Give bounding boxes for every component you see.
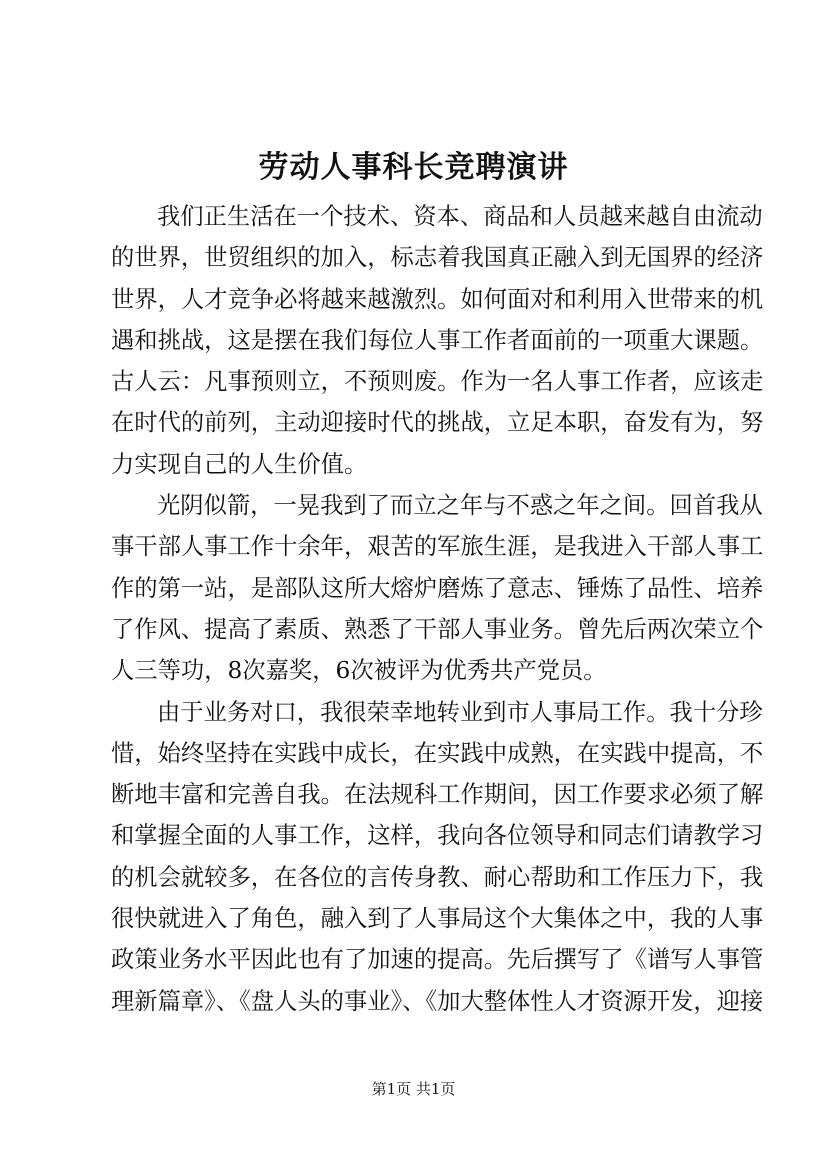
body-line: 和掌握全面的人事工作，这样，我向各位领导和同志们请教学习: [111, 822, 764, 850]
body-line: 古人云：凡事预则立，不预则废。作为一名人事工作者，应该走: [111, 368, 764, 396]
body-line: 人三等功，8次嘉奖，6次被评为优秀共产党员。: [111, 657, 607, 685]
body-line: 由于业务对口，我很荣幸地转业到市人事局工作。我十分珍: [157, 698, 763, 726]
body-line: 力实现自己的人生价值。: [111, 450, 368, 478]
body-line: 我们正生活在一个技术、资本、商品和人员越来越自由流动: [157, 203, 763, 230]
body-line: 的机会就较多，在各位的言传身教、耐心帮助和工作压力下，我: [111, 863, 764, 891]
body-line: 遇和挑战，这是摆在我们每位人事工作者面前的一项重大课题。: [111, 326, 764, 354]
body-line: 很快就进入了角色，融入到了人事局这个大集体之中，我的人事: [111, 905, 764, 933]
page-number-footer: 第1页 共1页: [371, 1080, 456, 1098]
document-body: [111, 196, 764, 1022]
body-line: 了作风、提高了素质、熟悉了干部人事业务。曾先后两次荣立个: [111, 615, 764, 643]
body-line: 世界，人才竞争必将越来越激烈。如何面对和利用入世带来的机: [111, 285, 764, 313]
body-line: 断地丰富和完善自我。在法规科工作期间，因工作要求必须了解: [111, 781, 764, 809]
body-line: 的世界，世贸组织的加入，标志着我国真正融入到无国界的经济: [111, 244, 764, 272]
document-title: 劳动人事科长竞聘演讲: [258, 150, 569, 185]
body-line: 政策业务水平因此也有了加速的提高。先后撰写了《谱写人事管: [111, 946, 764, 974]
body-line: 光阴似箭，一晃我到了而立之年与不惑之年之间。回首我从: [157, 492, 763, 520]
body-line: 作的第一站，是部队这所大熔炉磨炼了意志、锤炼了品性、培养: [111, 574, 764, 602]
body-line: 理新篇章》、《盘人头的事业》、《加大整体性人才资源开发，迎接: [111, 987, 764, 1015]
body-line: 事干部人事工作十余年，艰苦的军旅生涯，是我进入干部人事工: [111, 533, 764, 561]
body-line: 在时代的前列，主动迎接时代的挑战，立足本职，奋发有为，努: [111, 409, 764, 437]
body-line: 惜，始终坚持在实践中成长，在实践中成熟，在实践中提高，不: [111, 739, 764, 767]
